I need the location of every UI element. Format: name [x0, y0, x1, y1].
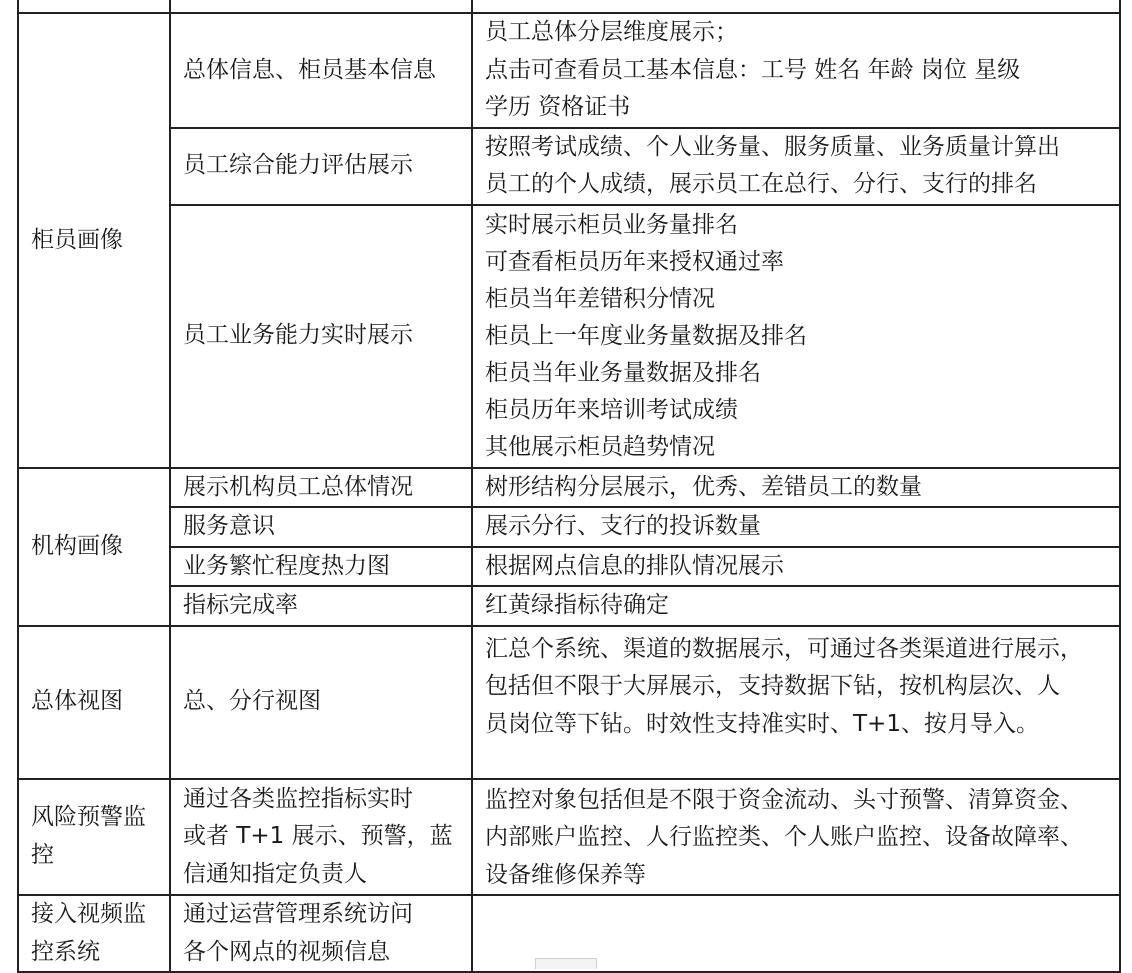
category-cell	[18, 13, 170, 468]
item-cell	[170, 13, 472, 128]
desc-line: 员工的个人成绩，展示员工在总行、分行、支行的排名	[485, 171, 1037, 197]
desc-line: 员岗位等下钻。时效性支持准实时、T+1、按月导入。	[485, 710, 1039, 737]
table-row	[18, 205, 1120, 468]
scrollbar-stub[interactable]	[535, 958, 597, 969]
item-cell	[170, 779, 472, 896]
category-label: 接入视频监	[31, 901, 146, 927]
category-cell	[18, 895, 170, 972]
desc-cell	[472, 779, 1120, 896]
table-row	[18, 626, 1120, 779]
desc-cell	[472, 205, 1120, 468]
cell-empty	[170, 0, 472, 13]
desc-line: 树形结构分层展示，优秀、差错员工的数量	[485, 473, 922, 500]
category-label: 柜员画像	[31, 226, 123, 253]
item-cell	[170, 626, 472, 779]
feature-table	[17, 0, 1121, 973]
desc-line: 包括但不限于大屏展示，支持数据下钻，按机构层次、人	[485, 673, 1060, 699]
desc-line: 根据网点信息的排队情况展示	[485, 552, 784, 579]
item-text: 展示机构员工总体情况	[183, 473, 413, 500]
item-text: 业务繁忙程度热力图	[183, 552, 390, 579]
category-label: 风险预警监	[31, 804, 146, 831]
item-text: 或者 T+1 展示、预警，蓝	[183, 823, 453, 849]
item-text: 通过运营管理系统访问	[183, 901, 413, 927]
table-row	[18, 586, 1120, 626]
item-cell	[170, 128, 472, 205]
category-label: 机构画像	[31, 532, 123, 559]
item-text: 总体信息、柜员基本信息	[183, 56, 436, 83]
desc-cell	[472, 586, 1120, 626]
category-cell	[18, 626, 170, 779]
desc-line: 监控对象包括但是不限于资金流动、头寸预警、清算资金、	[485, 786, 1083, 813]
desc-line: 可查看柜员历年来授权通过率	[485, 248, 784, 275]
category-cell	[18, 779, 170, 896]
item-cell	[170, 586, 472, 626]
desc-line: 柜员上一年度业务量数据及排名	[485, 322, 807, 349]
table-row	[18, 128, 1120, 205]
table-row	[18, 468, 1120, 508]
desc-line: 汇总个系统、渠道的数据展示，可通过各类渠道进行展示，	[485, 635, 1083, 662]
item-text: 服务意识	[183, 513, 275, 539]
item-text: 指标完成率	[183, 592, 298, 618]
category-label: 控系统	[31, 938, 100, 965]
desc-cell	[472, 507, 1120, 547]
desc-cell	[472, 626, 1120, 779]
desc-line: 红黄绿指标待确定	[485, 592, 669, 618]
desc-line: 设备维修保养等	[485, 861, 646, 888]
cell-empty	[472, 0, 1120, 13]
desc-cell	[472, 128, 1120, 205]
desc-cell	[472, 468, 1120, 508]
table-row	[18, 547, 1120, 587]
desc-line: 按照考试成绩、个人业务量、服务质量、业务质量计算出	[485, 133, 1060, 160]
table-row	[18, 779, 1120, 896]
category-cell	[18, 468, 170, 626]
desc-cell	[472, 13, 1120, 128]
item-text: 总、分行视图	[183, 688, 321, 715]
desc-line: 点击可查看员工基本信息：工号 姓名 年龄 岗位 星级	[485, 56, 1021, 83]
desc-cell	[472, 547, 1120, 587]
category-label: 总体视图	[31, 688, 123, 715]
item-cell	[170, 507, 472, 547]
item-text: 各个网点的视频信息	[183, 938, 390, 965]
table-row	[18, 13, 1120, 128]
desc-line: 柜员历年来培训考试成绩	[485, 396, 738, 423]
desc-line: 柜员当年业务量数据及排名	[485, 359, 761, 386]
item-text: 员工综合能力评估展示	[183, 152, 413, 179]
table-row-cropped	[18, 0, 1120, 13]
item-text: 信通知指定负责人	[183, 860, 367, 887]
desc-line: 内部账户监控、人行监控类、个人账户监控、设备故障率、	[485, 824, 1083, 850]
desc-line: 员工总体分层维度展示；	[485, 19, 738, 45]
table-row	[18, 507, 1120, 547]
desc-line: 展示分行、支行的投诉数量	[485, 513, 761, 539]
item-cell	[170, 468, 472, 508]
item-cell	[170, 205, 472, 468]
desc-line: 其他展示柜员趋势情况	[485, 433, 715, 460]
category-label: 控	[31, 841, 54, 868]
desc-line: 柜员当年差错积分情况	[485, 285, 715, 312]
cell-empty	[18, 0, 170, 13]
desc-line: 学历 资格证书	[485, 94, 631, 120]
item-cell	[170, 547, 472, 587]
item-cell	[170, 895, 472, 972]
item-text: 通过各类监控指标实时	[183, 785, 413, 812]
desc-line: 实时展示柜员业务量排名	[485, 211, 738, 238]
item-text: 员工业务能力实时展示	[183, 322, 413, 349]
